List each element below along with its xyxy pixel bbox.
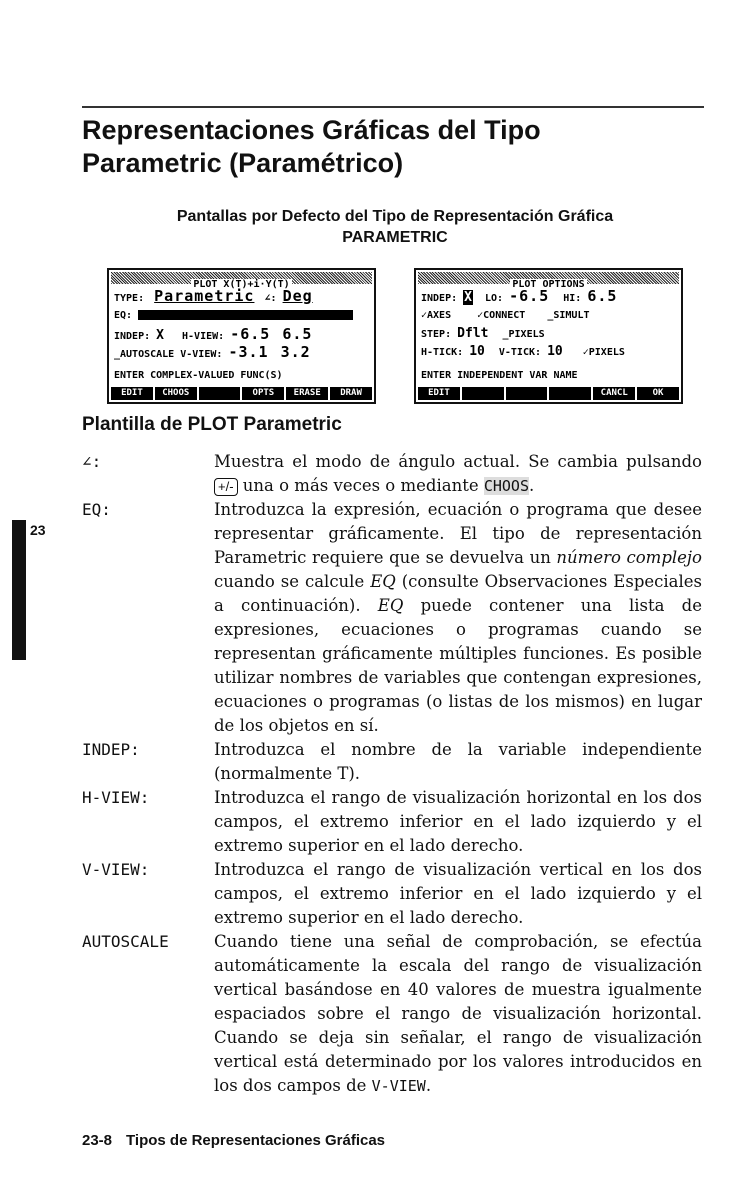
def-term: V-VIEW: [82,860,150,879]
vtick-field[interactable]: 10 [547,344,563,359]
template-title: Plantilla de PLOT Parametric [82,414,342,435]
def-vview [82,858,702,930]
tick-pixels-checkbox[interactable]: ✓PIXELS [582,347,625,358]
def-eq [82,498,702,738]
header-rule [82,106,704,108]
options-indep-line: INDEP: X LO: -6.5 HI: 6.5 [421,287,618,305]
section-title [82,114,702,180]
def-description: Muestra el modo de ángulo actual. Se cambia pulsando +/- una o más veces o mediante CHOOS. [214,452,702,495]
screens-caption [100,206,690,248]
def-description: Introduzca el nombre de la variable independiente (normalmente T). [214,740,702,783]
angle-mode-field[interactable]: Deg [282,287,313,305]
plot-type-line: TYPE: Parametric ∠: Deg [114,287,313,305]
menu-edit-button[interactable]: EDIT [111,387,153,400]
plus-minus-key-icon: +/- [214,478,238,496]
definition-list [82,450,702,1098]
options-flags-line [421,310,590,322]
menu-blank-key [199,387,241,400]
options-edit-button[interactable]: EDIT [418,387,460,400]
plot-options-screen [414,268,683,404]
options-blank-key-3 [549,387,591,400]
def-description: Introduzca la expresión, ecuación o programa que desee representar gráficamente. El tipo de representación Parametric requiere que se devuelva un número complejo cuando se calcule EQ (consulte Observaciones Especiales a continuación). EQ puede contener una lista de expresiones, ecuaciones o programas cuando se representan gráficamente múltiples funciones. Es posible utilizar nombres de variables que contengan expresiones, ecuaciones o programas (o listas de los mismos) en lugar de los objetos en sí. [214,500,703,735]
options-blank-key-1 [462,387,504,400]
def-autoscale [82,930,702,1098]
options-prompt: ENTER INDEPENDENT VAR NAME [421,370,578,381]
hview-lo-field[interactable]: -6.5 [230,325,271,343]
def-description: Introduzca el rango de visualización horizontal en los dos campos, el extremo inferior en el lado izquierdo y el extremo superior en el lado derecho. [214,788,702,855]
def-term: ∠: [82,452,102,471]
autoscale-checkbox[interactable]: _AUTOSCALE [114,349,175,360]
section-title-line-1: Representaciones Gráficas del Tipo [82,115,541,145]
choos-menu-key: CHOOS [483,477,529,495]
chapter-name: Tipos de Representaciones Gráficas [126,1132,386,1149]
def-term: AUTOSCALE [82,932,169,951]
screens-caption-line-1: Pantallas por Defecto del Tipo de Representación Gráfica [176,208,614,225]
step-field[interactable]: Dflt [457,326,489,341]
connect-checkbox[interactable]: ✓CONNECT [477,310,526,321]
def-description: Introduzca el rango de visualización vertical en los dos campos, el extremo inferior en el lado izquierdo y el extremo superior en el lado derecho. [214,860,702,927]
def-angle [82,450,702,498]
menu-choos-button[interactable]: CHOOS [155,387,197,400]
hview-hi-field[interactable]: 6.5 [282,325,313,343]
menu-draw-button[interactable]: DRAW [330,387,372,400]
plot-hview-line: INDEP: X H-VIEW: -6.5 6.5 [114,325,313,343]
plot-eq-line: EQ: [114,310,353,322]
def-hview [82,786,702,858]
options-cancel-button[interactable]: CANCL [593,387,635,400]
chapter-tab-bar [12,520,26,660]
screens-caption-line-2: PARAMETRIC [342,229,448,246]
menu-opts-button[interactable]: OPTS [242,387,284,400]
options-lo-field[interactable]: -6.5 [509,287,550,305]
step-pixels-checkbox[interactable]: _PIXELS [502,329,545,340]
options-indep-field[interactable]: X [464,290,472,305]
axes-checkbox[interactable]: ✓AXES [421,310,452,321]
simult-checkbox[interactable]: _SIMULT [547,310,590,321]
plot-vview-line: _AUTOSCALE V-VIEW: -3.1 3.2 [114,343,311,361]
options-step-line: STEP: Dflt _PIXELS [421,326,545,341]
def-term: INDEP: [82,740,140,759]
options-blank-key-2 [506,387,548,400]
options-ok-button[interactable]: OK [637,387,679,400]
menu-erase-button[interactable]: ERASE [286,387,328,400]
plot-menu-bar [111,387,372,400]
def-term: EQ: [82,500,111,519]
options-hi-field[interactable]: 6.5 [587,287,618,305]
options-menu-bar [418,387,679,400]
plot-screen-header: PLOT X(T)+i·Y(T) [111,272,372,284]
htick-field[interactable]: 10 [469,344,485,359]
eq-field[interactable] [138,310,353,320]
indep-field[interactable]: X [156,328,164,343]
page-number: 23-8 [82,1132,113,1149]
page-footer [82,1132,385,1149]
options-screen-header: PLOT OPTIONS [418,272,679,284]
plot-screen [107,268,376,404]
options-tick-line: H-TICK: 10 V-TICK: 10 ✓PIXELS [421,344,625,359]
def-term: H-VIEW: [82,788,150,807]
plot-prompt: ENTER COMPLEX-VALUED FUNC(S) [114,370,283,381]
def-indep [82,738,702,786]
def-description: Cuando tiene una señal de comprobación, se efectúa automáticamente la escala del rango de visualización vertical basándose en 40 valores de muestra igualmente espaciados sobre el rango de visualización horizontal. Cuando se deja sin señalar, el rango de visualización vertical está determinado por los valores introducidos en los dos campos de V-VIEW. [214,932,702,1095]
section-title-line-2: Parametric (Paramétrico) [82,148,404,178]
plot-type-field[interactable]: Parametric [154,287,255,305]
vview-lo-field[interactable]: -3.1 [228,343,269,361]
chapter-tab-number: 23 [30,522,46,538]
vview-hi-field[interactable]: 3.2 [280,343,311,361]
